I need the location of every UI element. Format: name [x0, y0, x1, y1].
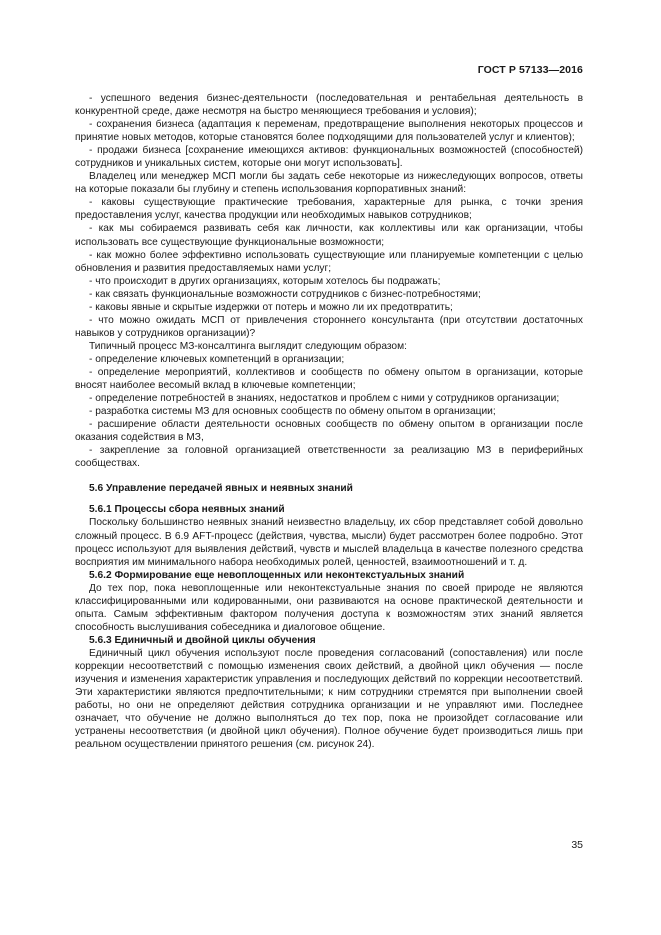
- list-item: - что происходит в других организациях, которым хотелось бы подражать;: [89, 275, 441, 287]
- list-item: - закрепление за головной организацией ответственности за реализацию МЗ в периферийных сообществах.: [75, 445, 583, 470]
- list-item: - определение мероприятий, коллективов и сообществ по обмену опытом в организации, которые вносят наиболее весомый вклад в ключевые компетенции;: [75, 366, 583, 392]
- list-item: - каковы существующие практические требования, характерные для рынка, с точки зрения предоставления услуг, качества продукции или необходимых навыков сотрудников;: [75, 197, 583, 222]
- list-item: - определение ключевых компетенций в организации;: [89, 353, 345, 365]
- list-item: - разработка системы МЗ для основных сообществ по обмену опытом в организации;: [89, 406, 496, 418]
- subsection-heading: 5.6.1 Процессы сбора неявных знаний: [89, 504, 285, 516]
- list-item: - успешного ведения бизнес-деятельности (последовательная и рентабельная деятельность в конкурентной среде, даже несмотря на быстро меняющиеся требования и условия);: [75, 93, 583, 118]
- paragraph: Типичный процесс МЗ-консалтинга выглядит следующим образом:: [89, 340, 407, 352]
- subsection-heading: 5.6.3 Единичный и двойной циклы обучения: [89, 634, 316, 646]
- page-number: 35: [571, 839, 583, 851]
- list-item: - каковы явные и скрытые издержки от потерь и можно ли их предотвратить;: [89, 301, 453, 313]
- page-content: [75, 92, 583, 751]
- paragraph: Единичный цикл обучения используют после проведения согласований (сопоставления) или после коррекции несоответствий с помощью изменения своих действий, а двойной цикл обучения — после изучения и изменения характеристик управления и последующих действий по коррекции несоответствий. Эти характеристики являются предпочтительными; к ним сотрудники стремятся при выполнении своей работы, но они не определяют действия сотрудника организации и не управляют ими. Последнее означает, что обучение не должно выполняться до тех пор, пока не произойдет согласование или устранены несоответствия (и двойной цикл обучения). Полное обучение будет производиться лишь при реальном осуществлении принятого решения (см. рисунок 24).: [75, 647, 583, 751]
- section-heading: 5.6 Управление передачей явных и неявных знаний: [89, 483, 353, 495]
- list-item: - расширение области деятельности основных сообществ по обмену опытом в организации после оказания содействия в МЗ,: [75, 419, 583, 444]
- paragraph: Поскольку большинство неявных знаний неизвестно владельцу, их сбор представляет собой довольно сложный процесс. В 6.9 AFT-процесс (действия, чувства, мысли) будет рассмотрен более подробно. Этот процесс используют для выявления действий, чувств и мыслей владельца в качестве полезного средства восприятия им минимального набора необходимых ролей, ценностей, взаимоотношений и т. д.: [75, 517, 583, 568]
- standard-header: ГОСТ Р 57133—2016: [477, 64, 583, 76]
- list-item: - сохранения бизнеса (адаптация к переменам, предотвращение выполнения некоторых процессов и принятие новых методов, которые становятся более подходящими для пользователей услуг и клиентов);: [75, 119, 583, 144]
- subsection-heading: 5.6.2 Формирование еще невоплощенных или неконтекстуальных знаний: [89, 569, 465, 581]
- list-item: - как можно более эффективно использовать существующие или планируемые компетенции с целью обновления и развития предоставляемых нами услуг;: [75, 249, 583, 274]
- list-item: - определение потребностей в знаниях, недостатков и проблем с ними у сотрудников организации;: [89, 393, 560, 405]
- list-item: - как связать функциональные возможности сотрудников с бизнес-потребностями;: [89, 288, 481, 300]
- paragraph: До тех пор, пока невоплощенные или неконтекстуальные знания по своей природе не являются классифицированными или кодированными, они развиваются на основе практической деятельности и опыта. Самым эффективным фактором получения доступа к возможностям этих знаний является способность выслушивания собеседника и диалоговое общение.: [75, 582, 583, 633]
- list-item: - что можно ожидать МСП от привлечения стороннего консультанта (при отсутствии достаточных навыков у сотрудников организации)?: [75, 314, 583, 339]
- list-item: - продажи бизнеса [сохранение имеющихся активов: функциональных возможностей (способностей) сотрудников и уникальных систем, которые они могут использовать].: [75, 145, 583, 170]
- list-item: - как мы собираемся развивать себя как личности, как коллективы или как организации, чтобы использовать все существующие функциональные возможности;: [75, 223, 583, 248]
- paragraph: Владелец или менеджер МСП могли бы задать себе некоторые из нижеследующих вопросов, ответы на которые показали бы глубину и степень использования корпоративных знаний:: [75, 171, 583, 196]
